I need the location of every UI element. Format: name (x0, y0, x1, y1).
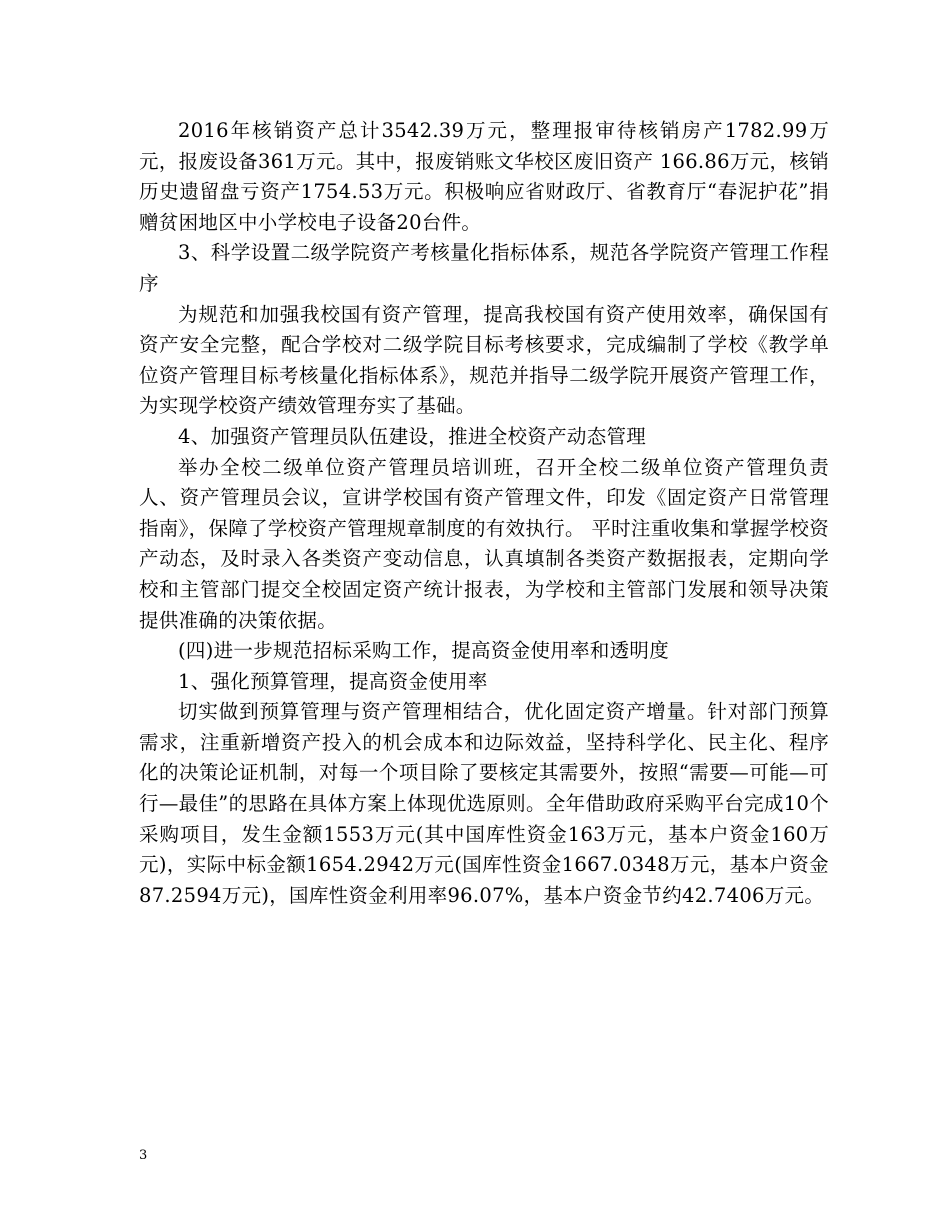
heading-item-1: 1、强化预算管理，提高资金使用率 (178, 669, 488, 693)
heading-item-3: 3、科学设置二级学院资产考核量化指标体系，规范各学院资产管理工作程序 (139, 241, 829, 295)
heading-section-4: (四)进一步规范招标采购工作，提高资金使用率和透明度 (178, 639, 670, 663)
page-number: 3 (139, 1148, 148, 1163)
heading-item-4: 4、加强资产管理员队伍建设，推进全校资产动态管理 (178, 424, 647, 448)
paragraph-asset-administrators: 举办全校二级单位资产管理员培训班，召开全校二级单位资产管理负责人、资产管理员会议，宣讲学校国有资产管理文件，印发《固定资产日常管理指南》，保障了学校资产管理规章制度的有效执行。 平时注重收集和掌握学校资产动态，及时录入各类资产变动信息，认真填制各类资产数据报表，定期向学校和主管部门提交全校固定资产统计报表，为学校和主管部门发展和领导决策提供准确的决策依据。 (139, 455, 829, 632)
paragraph-budget-management: 切实做到预算管理与资产管理相结合，优化固定资产增量。针对部门预算需求，注重新增资产投入的机会成本和边际效益，坚持科学化、民主化、程序化的决策论证机制，对每一个项目除了要核定其需要外，按照“需要—可能—可行—最佳”的思路在具体方案上体现优选原则。全年借助政府采购平台完成10个采购项目，发生金额1553万元(其中国库性资金163万元，基本户资金160万元)，实际中标金额1654.2942万元(国库性资金1667.0348万元，基本户资金87.2594万元)，国库性资金利用率96.07%，基本户资金节约42.7406万元。 (139, 700, 829, 907)
document-body (139, 116, 829, 911)
paragraph-assessment-system: 为规范和加强我校国有资产管理，提高我校国有资产使用效率，确保国有资产安全完整，配合学校对二级学院目标考核要求，完成编制了学校《教学单位资产管理目标考核量化指标体系》，规范并指导二级学院开展资产管理工作，为实现学校资产绩效管理夯实了基础。 (139, 302, 829, 418)
paragraph-asset-writeoff: 2016年核销资产总计3542.39万元，整理报审待核销房产1782.99万元，报废设备361万元。其中，报废销账文华校区废旧资产 166.86万元，核销历史遗留盘亏资产1754.53万元。积极响应省财政厅、省教育厅“春泥护花”捐赠贫困地区中小学校电子设备20台件。 (139, 119, 829, 234)
